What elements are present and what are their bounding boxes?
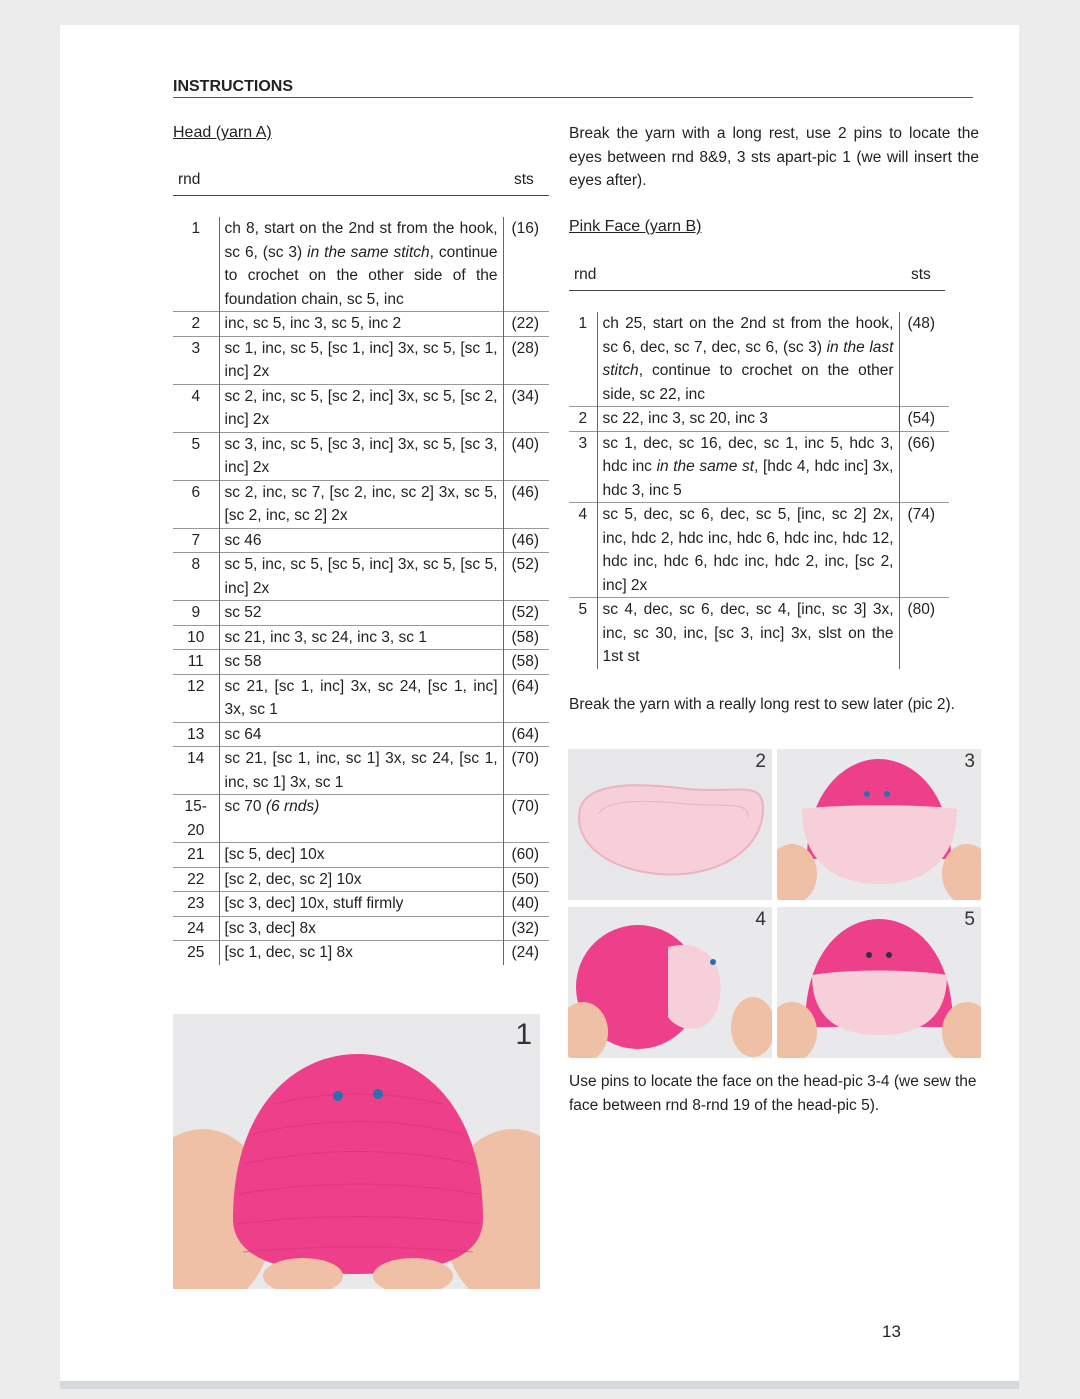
head-rnd-cell: 3 — [173, 336, 219, 384]
face-row — [569, 598, 949, 669]
head-instruction-cell: sc 70 (6 rnds) — [219, 795, 503, 843]
head-pattern-table — [173, 217, 549, 965]
head-rnd-cell: 22 — [173, 867, 219, 892]
head-instruction-cell: [sc 1, dec, sc 1] 8x — [219, 941, 503, 965]
photo-5-face-sewn — [777, 907, 981, 1058]
head-rnd-cell: 6 — [173, 480, 219, 528]
face-section-title: Pink Face (yarn B) — [569, 218, 702, 235]
head-instruction-cell: inc, sc 5, inc 3, sc 5, inc 2 — [219, 312, 503, 337]
head-row — [173, 892, 549, 917]
face-sts-cell: (80) — [899, 598, 949, 669]
head-instruction-cell: sc 52 — [219, 601, 503, 626]
head-sts-cell: (46) — [503, 480, 549, 528]
head-row — [173, 747, 549, 795]
head-instruction-cell: sc 46 — [219, 528, 503, 553]
page-heading: INSTRUCTIONS — [173, 78, 293, 95]
face-header-rule — [569, 290, 945, 291]
face-instruction-cell: sc 1, dec, sc 16, dec, sc 1, inc 5, hdc 3, hdc inc in the same st, [hdc 4, hdc inc] 3x, hdc 3, inc 5 — [597, 431, 899, 503]
face-rnd-cell: 5 — [569, 598, 597, 669]
face-col-rnd: rnd — [574, 266, 597, 283]
head-instruction-cell: sc 21, [sc 1, inc] 3x, sc 24, [sc 1, inc] 3x, sc 1 — [219, 674, 503, 722]
head-sts-cell: (58) — [503, 650, 549, 675]
head-sts-cell: (40) — [503, 892, 549, 917]
photo-5-label: 5 — [964, 909, 975, 930]
head-sts-cell: (46) — [503, 528, 549, 553]
head-section-title: Head (yarn A) — [173, 124, 272, 141]
head-row — [173, 722, 549, 747]
head-sts-cell: (32) — [503, 916, 549, 941]
head-rnd-cell: 13 — [173, 722, 219, 747]
head-row — [173, 795, 549, 843]
face-pinned-front-illustration — [777, 749, 981, 900]
head-instruction-cell: sc 2, inc, sc 5, [sc 2, inc] 3x, sc 5, [sc 2, inc] 2x — [219, 384, 503, 432]
head-sts-cell: (58) — [503, 625, 549, 650]
head-instruction-cell: sc 21, inc 3, sc 24, inc 3, sc 1 — [219, 625, 503, 650]
face-sts-cell: (66) — [899, 431, 949, 503]
head-row — [173, 217, 549, 312]
face-instruction-cell: sc 22, inc 3, sc 20, inc 3 — [597, 407, 899, 432]
head-row — [173, 384, 549, 432]
head-sts-cell: (50) — [503, 867, 549, 892]
face-sts-cell: (48) — [907, 315, 936, 332]
break-yarn-text-2: Break the yarn with a really long rest to sew later (pic 2). — [569, 696, 955, 713]
face-instruction-cell: sc 4, dec, sc 6, dec, sc 4, [inc, sc 3] 3x, inc, sc 30, inc, [sc 3, inc] 3x, slst on the 1st st — [597, 598, 899, 669]
head-sts-cell: (28) — [503, 336, 549, 384]
head-instruction-cell: [sc 3, dec] 10x, stuff firmly — [219, 892, 503, 917]
photo-1-head-with-pins — [173, 1014, 540, 1289]
head-row — [173, 528, 549, 553]
photo-4-label: 4 — [755, 909, 766, 930]
face-row — [569, 503, 949, 598]
photo-4-face-pinned-side — [568, 907, 772, 1058]
head-row — [173, 432, 549, 480]
head-rnd-cell: 11 — [173, 650, 219, 675]
photo-3-face-pinned-front — [777, 749, 981, 900]
head-sts-cell: (22) — [503, 312, 549, 337]
face-rnd-cell: 3 — [569, 431, 597, 503]
face-col-sts: sts — [911, 266, 931, 283]
head-sts-cell: (64) — [503, 674, 549, 722]
face-row — [569, 407, 949, 432]
face-pinned-side-illustration — [568, 907, 772, 1058]
head-row — [173, 843, 549, 868]
document-page — [60, 25, 1019, 1381]
head-rnd-cell: 23 — [173, 892, 219, 917]
head-col-rnd: rnd — [178, 171, 201, 188]
head-instruction-cell: sc 64 — [219, 722, 503, 747]
head-rnd-cell: 10 — [173, 625, 219, 650]
head-row — [173, 674, 549, 722]
break-yarn-text-1: Break the yarn with a long rest, use 2 pins to locate the eyes between rnd 8&9, 3 sts apart-pic 1 (we will insert the eyes after). — [569, 125, 979, 189]
face-rnd-cell: 4 — [569, 503, 597, 598]
page-shadow — [60, 1381, 1019, 1389]
head-instruction-cell: [sc 2, dec, sc 2] 10x — [219, 867, 503, 892]
head-rnd-cell: 7 — [173, 528, 219, 553]
head-instruction-cell: [sc 3, dec] 8x — [219, 916, 503, 941]
head-header-rule — [173, 195, 549, 196]
face-instruction-cell: sc 5, dec, sc 6, dec, sc 5, [inc, sc 2] 2x, inc, hdc 2, hdc inc, hdc 6, hdc inc, hdc 12, hdc inc, hdc 6, hdc inc, hdc 2, inc, [sc 2, inc] 2x — [597, 503, 899, 598]
head-sts-cell: (70) — [503, 747, 549, 795]
head-sts-cell: (34) — [503, 384, 549, 432]
head-instruction-cell: sc 2, inc, sc 7, [sc 2, inc, sc 2] 3x, sc 5, [sc 2, inc, sc 2] 2x — [219, 480, 503, 528]
head-rnd-cell: 4 — [173, 384, 219, 432]
head-instruction-cell: sc 5, inc, sc 5, [sc 5, inc] 3x, sc 5, [sc 5, inc] 2x — [219, 553, 503, 601]
face-piece-illustration — [568, 749, 772, 900]
face-sts-cell: (54) — [899, 407, 949, 432]
head-instruction-cell: ch 8, start on the 2nd st from the hook, sc 6, (sc 3) in the same stitch, continue to crochet on the other side of the foundation chain, sc 5, inc — [219, 217, 503, 312]
head-rnd-cell: 14 — [173, 747, 219, 795]
head-rnd-cell: 5 — [173, 432, 219, 480]
head-instruction-cell: sc 21, [sc 1, inc, sc 1] 3x, sc 24, [sc 1, inc, sc 1] 3x, sc 1 — [219, 747, 503, 795]
heading-divider — [173, 97, 973, 98]
head-sts-cell: (52) — [503, 553, 549, 601]
head-rnd-cell: 1 — [191, 220, 201, 237]
photo-2-label: 2 — [755, 751, 766, 772]
face-pattern-table — [569, 312, 949, 669]
face-instruction-cell: ch 25, start on the 2nd st from the hook, sc 6, dec, sc 7, dec, sc 6, (sc 3) in the last stitch, continue to crochet on the other side, sc 22, inc — [597, 312, 899, 407]
head-sts-cell: (64) — [503, 722, 549, 747]
head-rnd-cell: 8 — [173, 553, 219, 601]
head-row — [173, 336, 549, 384]
face-row — [569, 431, 949, 503]
head-sts-cell: (52) — [503, 601, 549, 626]
head-col-sts: sts — [514, 171, 534, 188]
head-photo-illustration — [173, 1014, 540, 1289]
head-instruction-cell: sc 58 — [219, 650, 503, 675]
head-sts-cell: (40) — [503, 432, 549, 480]
head-row — [173, 941, 549, 965]
face-sewn-illustration — [777, 907, 981, 1058]
head-rnd-cell: 21 — [173, 843, 219, 868]
pins-instruction-text: Use pins to locate the face on the head-pic 3-4 (we sew the face between rnd 8-rnd 19 of the head-pic 5). — [569, 1073, 977, 1114]
head-rnd-cell: 25 — [173, 941, 219, 965]
head-rnd-cell: 2 — [173, 312, 219, 337]
head-instruction-cell: sc 1, inc, sc 5, [sc 1, inc] 3x, sc 5, [sc 1, inc] 2x — [219, 336, 503, 384]
head-rnd-cell: 9 — [173, 601, 219, 626]
head-row — [173, 312, 549, 337]
head-rnd-cell: 15- 20 — [173, 795, 219, 843]
head-instruction-cell: [sc 5, dec] 10x — [219, 843, 503, 868]
face-sts-cell: (74) — [899, 503, 949, 598]
face-rnd-cell: 2 — [569, 407, 597, 432]
photo-3-label: 3 — [964, 751, 975, 772]
head-rnd-cell: 24 — [173, 916, 219, 941]
head-row — [173, 601, 549, 626]
head-row — [173, 650, 549, 675]
face-row — [569, 312, 949, 407]
head-sts-cell: (24) — [503, 941, 549, 965]
head-sts-cell: (70) — [503, 795, 549, 843]
photo-1-label: 1 — [515, 1018, 532, 1051]
photo-2-face-piece — [568, 749, 772, 900]
face-rnd-cell: 1 — [578, 315, 588, 332]
head-instruction-cell: sc 3, inc, sc 5, [sc 3, inc] 3x, sc 5, [sc 3, inc] 2x — [219, 432, 503, 480]
head-sts-cell: (16) — [511, 220, 540, 237]
head-row — [173, 480, 549, 528]
head-rnd-cell: 12 — [173, 674, 219, 722]
page-number: 13 — [882, 1322, 901, 1341]
head-row — [173, 867, 549, 892]
head-row — [173, 553, 549, 601]
head-row — [173, 916, 549, 941]
head-row — [173, 625, 549, 650]
head-sts-cell: (60) — [503, 843, 549, 868]
